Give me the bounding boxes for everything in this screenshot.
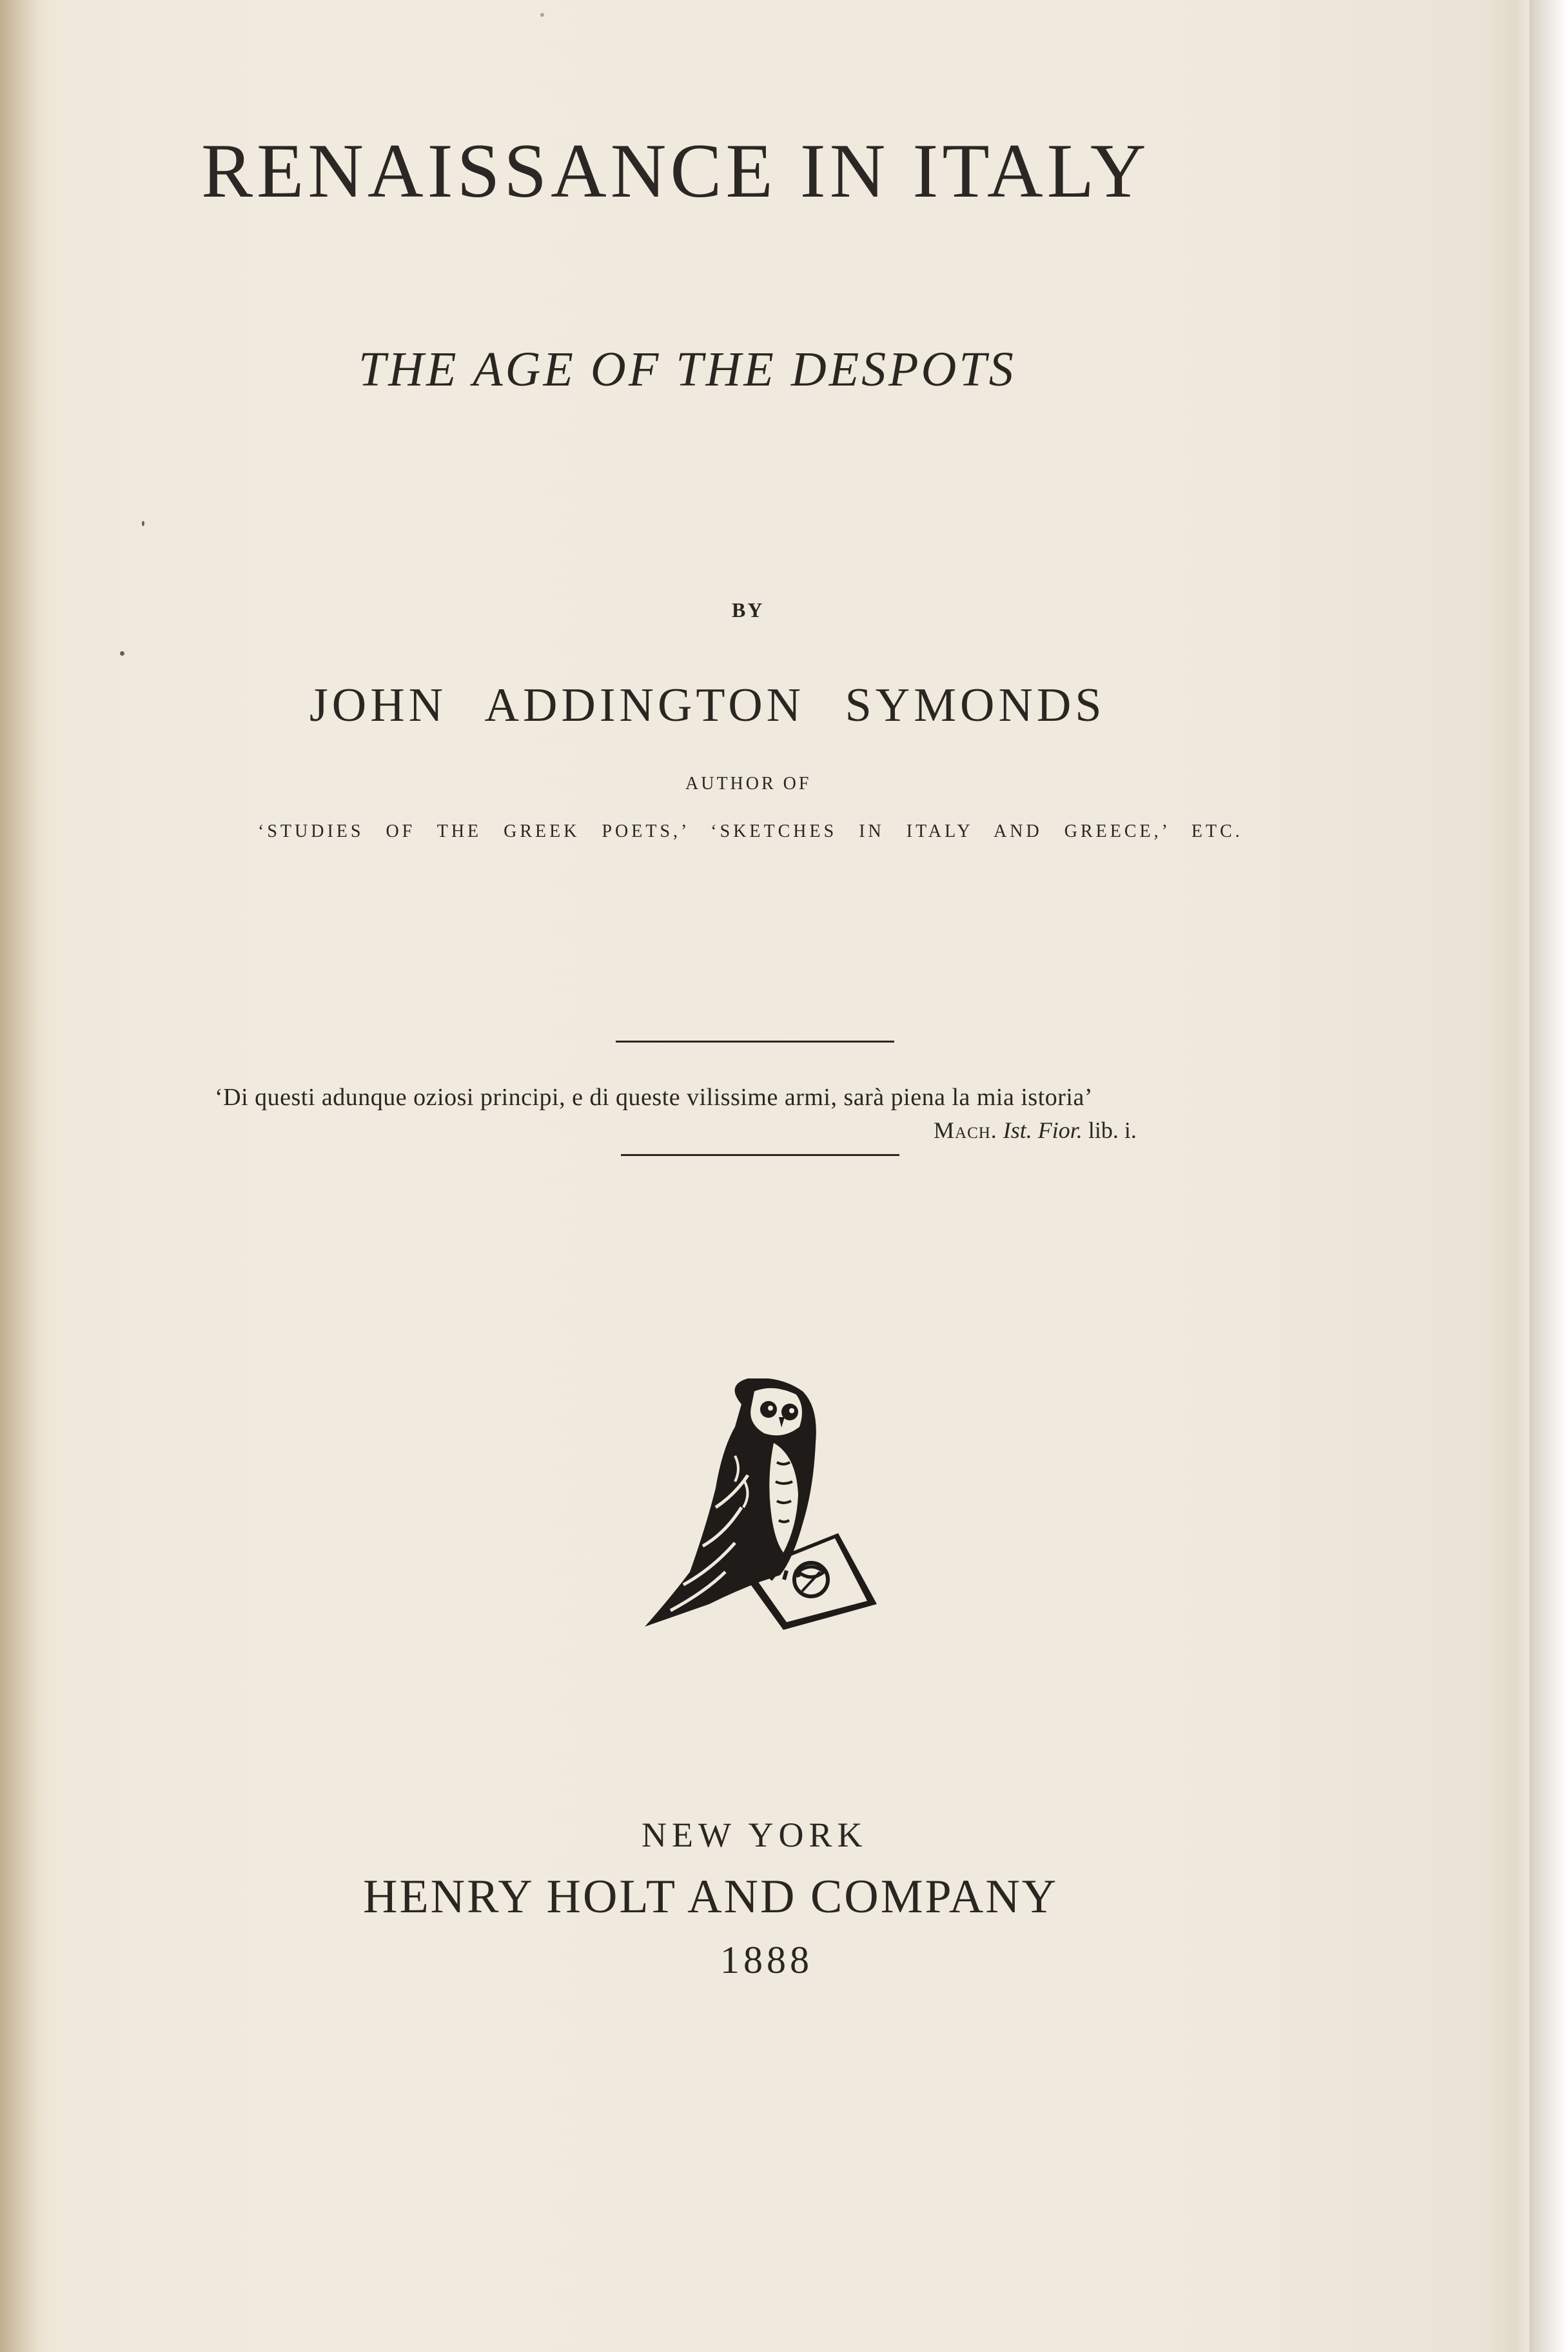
author-name: JOHN ADDINGTON SYMONDS xyxy=(309,679,1106,732)
paper-speck xyxy=(142,521,144,526)
paper-speck xyxy=(540,13,544,17)
divider-bottom xyxy=(621,1154,899,1156)
citation-work: Ist. Fior. xyxy=(1003,1117,1083,1143)
owl-printer-mark-icon xyxy=(645,1378,890,1630)
author-of-label: AUTHOR OF xyxy=(685,774,812,794)
book-subtitle: THE AGE OF THE DESPOTS xyxy=(358,342,1016,397)
gutter-shadow xyxy=(0,0,39,2352)
epigraph-citation xyxy=(934,1117,1137,1144)
citation-author: Mach. xyxy=(934,1117,997,1143)
page-edge xyxy=(1529,0,1568,2352)
publication-year: 1888 xyxy=(720,1939,813,1981)
other-works: ‘STUDIES OF THE GREEK POETS,’ ‘SKETCHES IN ITALY AND GREECE,’ ETC. xyxy=(258,821,1243,841)
paper-speck xyxy=(120,651,124,656)
epigraph: ‘Di questi adunque oziosi principi, e di queste vilissime armi, sarà piena la mia istoria’ xyxy=(215,1084,1093,1111)
book-title: RENAISSANCE IN ITALY xyxy=(201,128,1150,213)
publication-place: NEW YORK xyxy=(642,1816,868,1854)
publisher-name: HENRY HOLT AND COMPANY xyxy=(363,1870,1059,1923)
citation-book: lib. i. xyxy=(1088,1117,1137,1143)
by-line: BY xyxy=(732,598,765,622)
divider-top xyxy=(616,1041,894,1043)
